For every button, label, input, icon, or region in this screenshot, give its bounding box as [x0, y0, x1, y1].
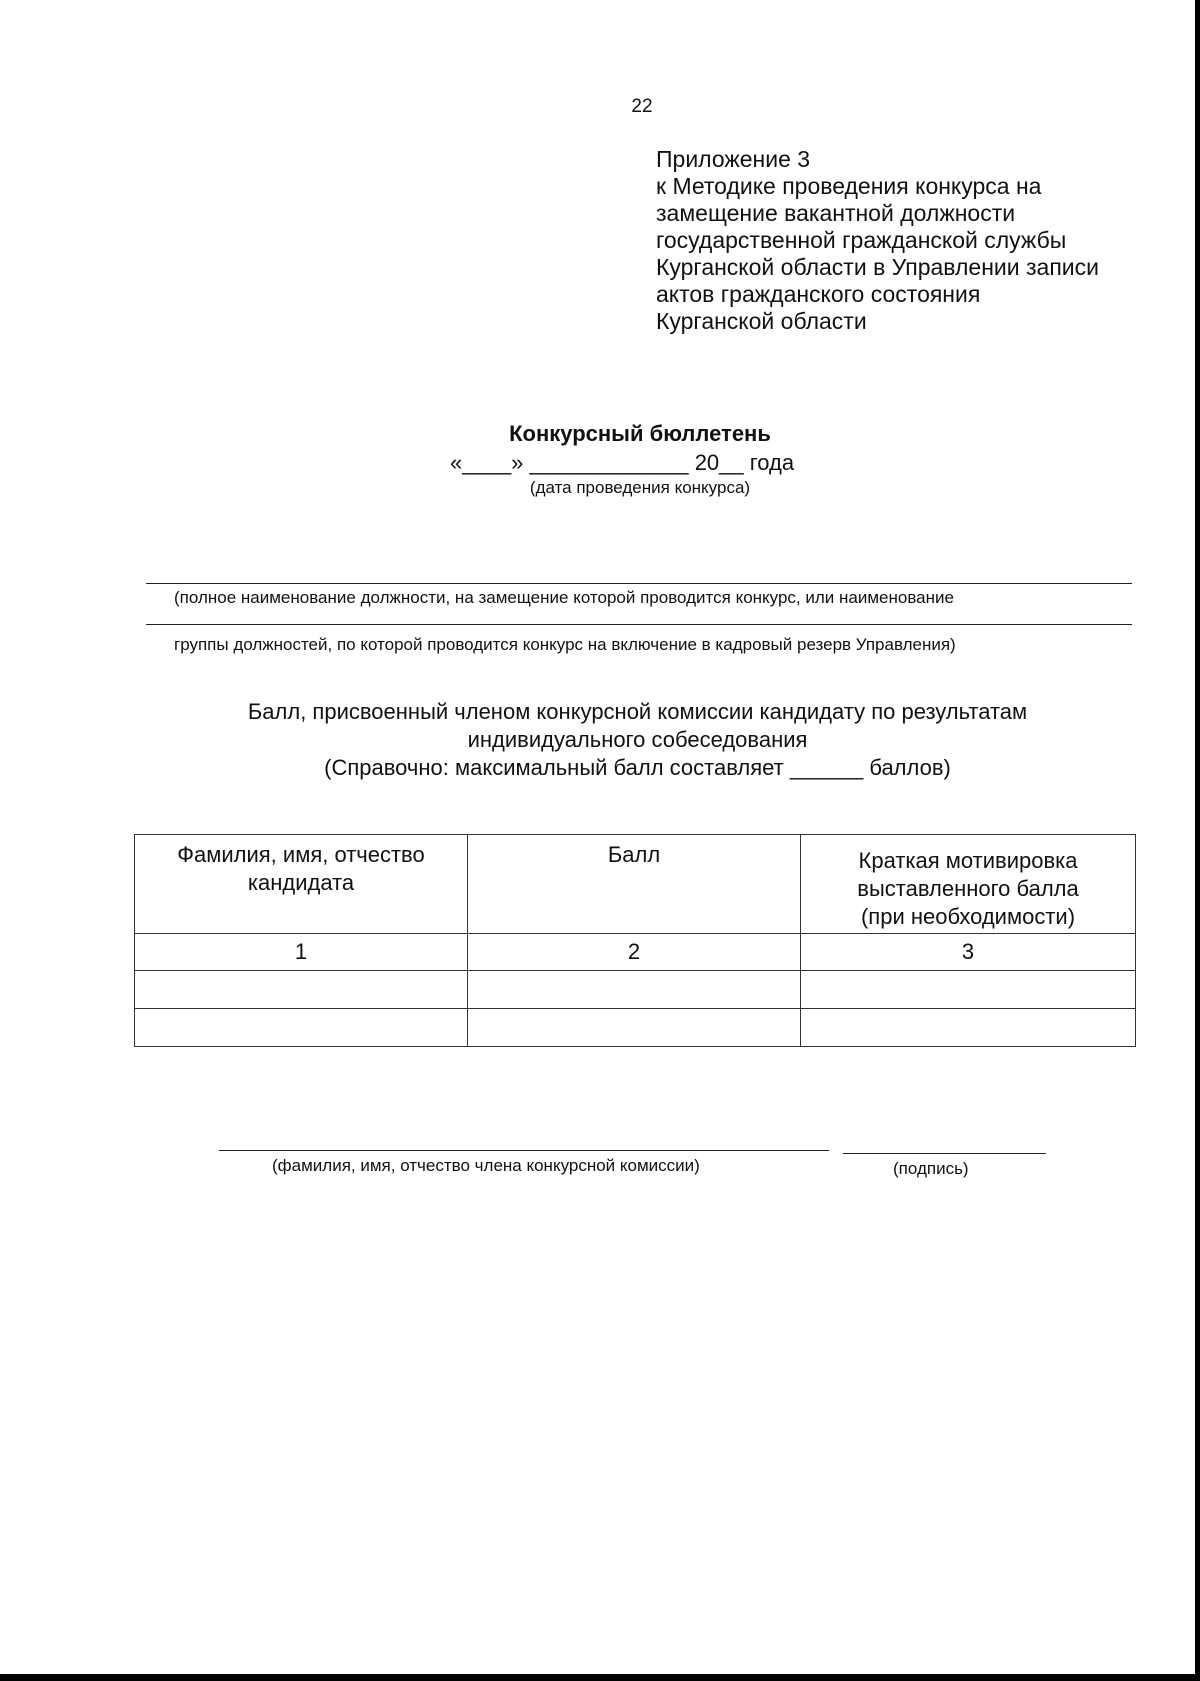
table-cell-empty[interactable]: [801, 1009, 1136, 1047]
table-cell-empty[interactable]: [135, 1009, 468, 1047]
signature-caption: (подпись): [893, 1159, 969, 1178]
date-line: «____» _____________ 20__ года: [450, 450, 795, 475]
appendix-line: государственной гражданской службы: [656, 227, 1067, 253]
position-line-2: [146, 624, 1132, 625]
appendix-line: Курганской области: [656, 308, 867, 334]
position-caption-1: (полное наименование должности, на замещение которой проводится конкурс, или наименование: [174, 588, 954, 607]
score-heading: [140, 698, 1135, 782]
header-candidate-name: Фамилия, имя, отчество кандидата: [135, 835, 468, 934]
table-row: [135, 934, 1136, 971]
table-header-row: [135, 835, 1136, 934]
score-table: [134, 834, 1136, 1047]
scan-border-right: [1195, 0, 1200, 1681]
score-heading-line: индивидуального собеседования: [467, 727, 808, 752]
appendix-line: замещение вакантной должности: [656, 200, 1016, 226]
header-motivation: Краткая мотивировка выставленного балла (при необходимости): [801, 835, 1136, 934]
table-cell-empty[interactable]: [135, 971, 468, 1009]
table-row: [135, 971, 1136, 1009]
signature-line: [843, 1153, 1046, 1154]
column-number: 3: [801, 934, 1136, 971]
position-line-1: [146, 583, 1132, 584]
signature-name-line: [219, 1150, 829, 1151]
signature-name-caption: (фамилия, имя, отчество члена конкурсной комиссии): [272, 1156, 700, 1175]
appendix-block: [656, 146, 1176, 335]
appendix-line: актов гражданского состояния: [656, 281, 981, 307]
column-number: 2: [468, 934, 801, 971]
bulletin-title: Конкурсный бюллетень: [509, 421, 771, 446]
appendix-line: Приложение 3: [656, 146, 811, 172]
date-caption: (дата проведения конкурса): [529, 478, 751, 497]
header-score: Балл: [468, 835, 801, 934]
table-cell-empty[interactable]: [801, 971, 1136, 1009]
appendix-line: к Методике проведения конкурса на: [656, 173, 1042, 199]
table-row: [135, 1009, 1136, 1047]
page-number: 22: [631, 96, 653, 117]
score-heading-line: Балл, присвоенный членом конкурсной комиссии кандидату по результатам: [247, 699, 1028, 724]
table-cell-empty[interactable]: [468, 1009, 801, 1047]
table-cell-empty[interactable]: [468, 971, 801, 1009]
column-number: 1: [135, 934, 468, 971]
scan-border-bottom: [0, 1674, 1200, 1681]
score-heading-line: (Справочно: максимальный балл составляет ______ баллов): [324, 755, 951, 780]
position-caption-2: группы должностей, по которой проводится конкурс на включение в кадровый резерв Управления): [174, 635, 956, 654]
appendix-line: Курганской области в Управлении записи: [656, 254, 1099, 280]
